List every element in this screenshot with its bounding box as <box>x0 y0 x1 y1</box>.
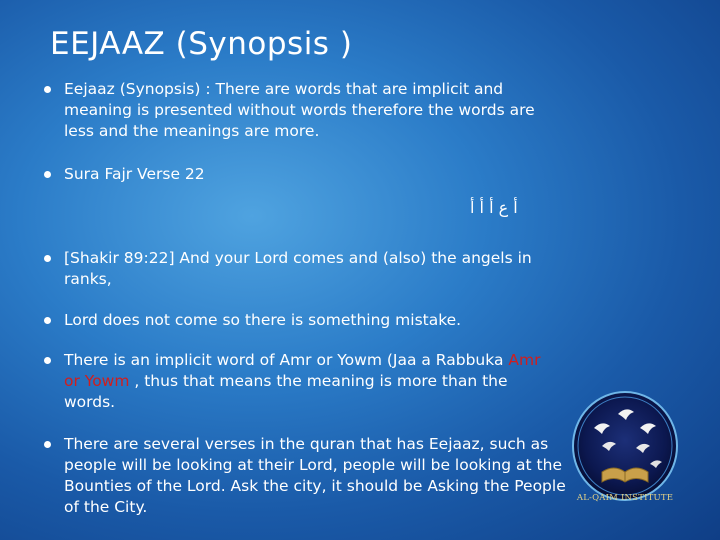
bullet-dot-icon <box>44 441 51 448</box>
bullet-dot-icon <box>44 171 51 178</box>
bullet-item <box>44 248 564 290</box>
bullet-text: Eejaaz (Synopsis) : There are words that are implicit and meaning is presented without words therefore the words are less and the meanings are more. <box>64 80 535 140</box>
bullet-text: Lord does not come so there is something mistake. <box>64 311 462 329</box>
bullet-text-prefix: There is an implicit word of Amr or Yowm (Jaa a Rabbuka <box>64 351 509 369</box>
bullet-text: [Shakir 89:22] And your Lord comes and (also) the angels in ranks, <box>64 249 532 288</box>
bullet-dot-icon <box>44 357 51 364</box>
highlighted-term: Amr or Yowm <box>64 351 541 390</box>
bullet-text: Sura Fajr Verse 22 <box>64 165 205 183</box>
bullet-item <box>44 434 576 518</box>
bullet-item <box>44 79 564 142</box>
bullet-dot-icon <box>44 86 51 93</box>
bullet-text-suffix: , thus that means the meaning is more than the words. <box>64 372 508 411</box>
bullet-dot-icon <box>44 255 51 262</box>
bullet-item <box>44 164 564 185</box>
bullet-text: There are several verses in the quran that has Eejaaz, such as people will be looking at their Lord, people will be looking at the Bounties of the Lord. Ask the city, it should be Asking the People of the City. <box>64 435 566 516</box>
bullet-item <box>44 350 554 413</box>
bullet-dot-icon <box>44 317 51 324</box>
bullet-text <box>64 350 554 413</box>
slide-title: EEJAAZ (Synopsis ) <box>50 26 353 62</box>
arabic-verse: أ ع أ أ أ <box>470 198 518 217</box>
bullet-item <box>44 310 564 331</box>
logo-caption: AL-QAIM INSTITUTE <box>576 493 674 503</box>
